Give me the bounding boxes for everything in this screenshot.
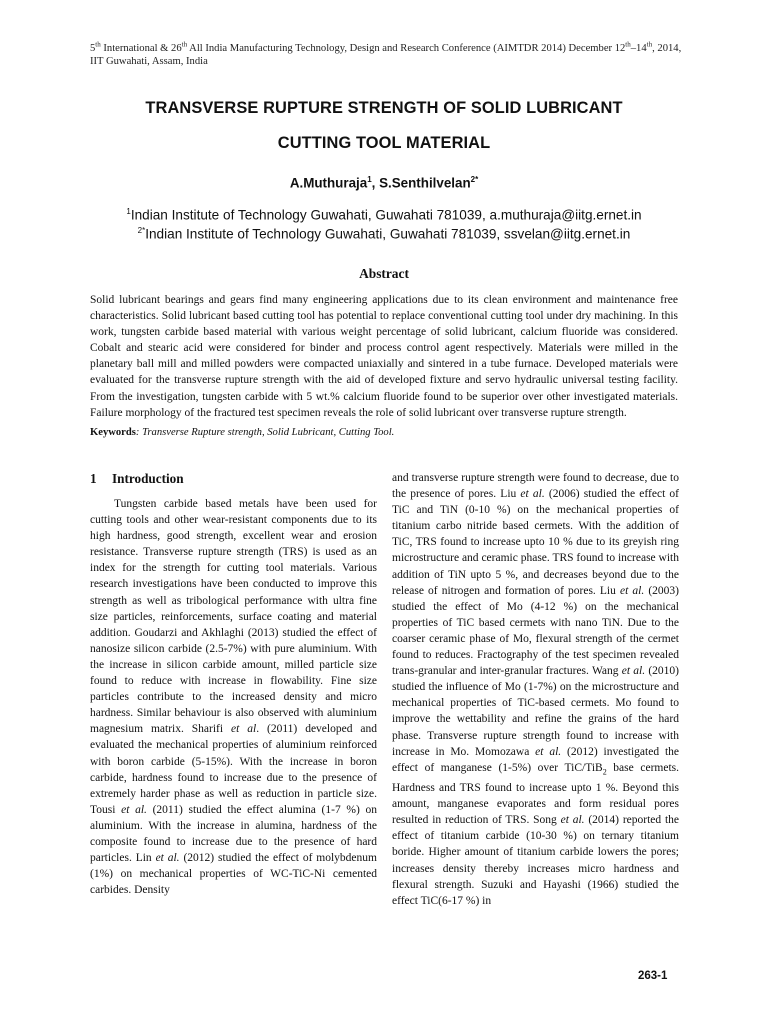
right-column — [392, 470, 679, 909]
body-italic: et al. — [621, 665, 646, 678]
section-heading — [90, 470, 377, 488]
paper-title-line-1: TRANSVERSE RUPTURE STRENGTH OF SOLID LUBRICANT — [145, 99, 623, 117]
body-italic: et al. — [560, 814, 585, 827]
author-affiliation-mark: 1 — [367, 175, 372, 184]
header-text: 5 — [90, 43, 96, 54]
author-separator: , — [371, 175, 380, 191]
section-title: Introduction — [112, 471, 184, 486]
author-name: S.Senthilvelan — [379, 175, 471, 191]
header-superscript: th — [181, 40, 188, 49]
keywords-colon: : — [135, 427, 143, 438]
header-text: , 2014, IIT Guwahati, Assam, India — [90, 43, 682, 67]
body-text: . (2011) developed and evaluated the mechanical properties of aluminium reinforced with boron carbide (5-15%). With the increase in boron carbide, hardness found to increase due to the presence of extremely harder phase as well as reduction in particle size. Tousi — [90, 723, 377, 816]
keywords-label: Keywords — [90, 427, 136, 438]
conference-header — [90, 42, 690, 68]
body-paragraph — [392, 470, 679, 909]
abstract-body: Solid lubricant bearings and gears find many engineering applications due to its clean environment and maintenance free characteristics. Solid lubricant based cutting tool has potential to replace conventional cutting tool under dry machining. In this work, tungsten carbide based material with various weight percentage of solid lubricant, calcium fluoride was considered. Cobalt and stearic acid were considered for binder and process control agent respectively. Materials were milled in the planetary ball mill and milled powders were compacted uniaxially and sintered in a tube furnace. Developed materials were evaluated for the transverse rupture strength with the aid of developed fixture and servo hydraulic universal testing facility. From the investigation, tungsten carbide with 5 wt.% calcium fluoride found to be superior over other investigated materials. Failure morphology of the fractured test specimen reveals the role of solid lubricant over transverse rupture strength. — [90, 294, 678, 419]
author-name: A.Muthuraja — [289, 175, 368, 191]
header-text: All India Manufacturing Technology, Design and Research Conference (AIMTDR 2014) December 12 — [187, 43, 626, 54]
keywords-text: Transverse Rupture strength, Solid Lubricant, Cutting Tool. — [142, 427, 395, 438]
body-text: (2011) studied the effect alumina (1-7 %) on aluminium. With the increase in alumina, hardness of the composite found to increase due to the presence of hard particles. Lin — [90, 803, 377, 865]
body-subscript: 2 — [602, 766, 607, 776]
affiliation-mark: 2* — [137, 226, 146, 235]
header-text: –14 — [630, 43, 647, 54]
left-column — [90, 470, 377, 898]
body-italic: et al. — [619, 584, 645, 597]
author-affiliation-mark: 2* — [470, 175, 479, 184]
page-number: 263-1 — [638, 970, 668, 982]
header-text: International & 26 — [100, 43, 182, 54]
keywords-line — [90, 426, 678, 439]
body-italic: et al. — [535, 745, 562, 758]
affiliation-text: Indian Institute of Technology Guwahati, Guwahati 781039, ssvelan@iitg.ernet.in — [145, 226, 631, 242]
author-list — [90, 175, 678, 190]
body-text: (2006) studied the effect of TiC and TiN (0-10 %) on the mechanical properties of titanium carbo nitride based cermets. With the addition of TiC, TRS found to increase upto 10 % due to its greyish ring microstructure and ceramic phase. TRS found to increase with addition of TiN upto 5 %, and decreases beyond due to the release of nitrogen and formation of pores. Liu — [392, 488, 680, 597]
affiliation-text: Indian Institute of Technology Guwahati, Guwahati 781039, a.muthuraja@iitg.ernet.in — [130, 207, 642, 223]
body-italic: et al. — [155, 852, 180, 865]
body-italic: et al. — [520, 488, 545, 501]
abstract-heading: Abstract — [359, 266, 409, 281]
body-text: (2003) studied the effect of Mo (4-12 %) on the mechanical properties of TiC based cermets with nano TiN. Due to the coarser ceramic phase of Mo, flexural strength of the cermet found to reduces. Fractography of the test specimen revealed trans-granular and inter-granular fractures. Wang — [392, 584, 679, 678]
body-text: base cermets. Hardness and TRS found to increase upto 1 %. Beyond this amount, manganese evaporates and form residual pores resulted in reduction of TRS. Song — [392, 761, 679, 827]
paper-title-line-2: CUTTING TOOL MATERIAL — [277, 134, 491, 152]
body-text: Tungsten carbide based metals have been used for cutting tools and other wear-resistant components due to its high hardness, good strength, excellent wear and erosion resistance. Transverse rupture strength (TRS) is used as an index for the strength for cutting tool materials. Various research investigations have been conducted to improve this strength as well as tribological performance with ultra fine size particles, reinforcements, surface coating and material addition. Goudarzi and Akhlaghi (2013) studied the effect of nanosize silicon carbide (2.5-7%) with pure aluminium. With the increase in silicon carbide amount, milled particle size found to reduce with increase in flowability. Fine size particles contribute to the increased density and micro hardness. Similar behaviour is also observed with aluminium magnesium matrix. Sharifi — [90, 498, 377, 736]
header-superscript: th — [95, 40, 101, 49]
header-superscript: th — [625, 40, 631, 49]
body-text: (2012) studied the effect of molybdenum (1%) on mechanical properties of WC-TiC-Ni cemented carbides. Density — [90, 852, 377, 897]
body-italic: et al — [231, 723, 257, 736]
affiliation-1 — [90, 207, 678, 223]
body-text: and transverse rupture strength were found to decrease, due to the presence of pores. Liu — [392, 472, 679, 501]
body-paragraph — [90, 496, 377, 898]
header-superscript: th — [646, 40, 653, 49]
body-text: (2014) reported the effect of titanium carbide (10-30 %) on ternary titanium boride. Higher amount of titanium carbide lowers the pores; increases density thereby increases micro hardness and flexural strength. Suzuki and Hayashi (1966) studied the effect TiC(6-17 %) in — [392, 814, 679, 907]
affiliation-2 — [90, 226, 678, 242]
body-italic: et al. — [121, 803, 147, 816]
section-number: 1 — [90, 471, 97, 486]
affiliation-mark: 1 — [126, 207, 131, 216]
body-text: (2012) investigated the effect of manganese (1-5%) over TiC/TiB — [392, 745, 679, 774]
body-text: (2010) studied the influence of Mo (1-7%) on the microstructure and mechanical properties of TiC-based cermets. Mo found to improve the wettability and refine the grains of the hard phase. Transverse rupture strength found to increase with increase in Mo. Momozawa — [392, 665, 680, 758]
